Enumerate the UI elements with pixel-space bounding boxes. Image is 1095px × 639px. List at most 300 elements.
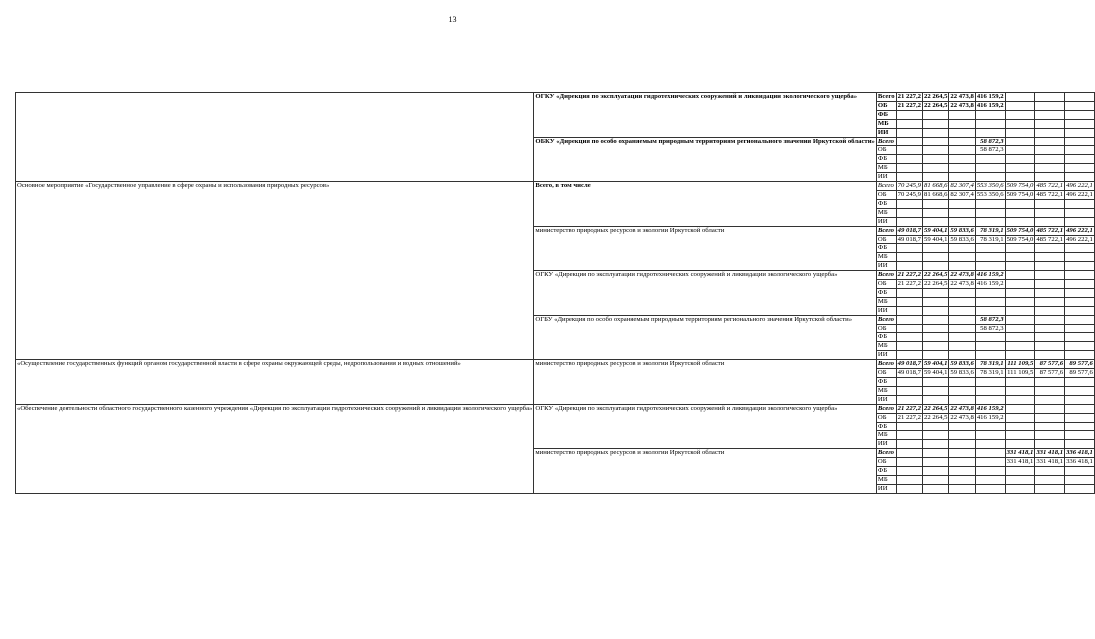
value-cell [949,110,975,119]
value-cell [975,484,1005,493]
value-cell [1065,119,1095,128]
funding-source-cell: ИИ [876,128,896,137]
value-cell [923,449,949,458]
value-cell [1035,413,1065,422]
value-cell [1035,119,1065,128]
table-row [16,404,1095,413]
value-cell [1005,431,1035,440]
value-cell [1005,288,1035,297]
value-cell: 416 159,2 [976,413,1004,421]
funding-source-cell: ИИ [876,306,896,315]
funding-source-cell: ФБ [876,333,896,342]
value-cell [1005,253,1035,262]
value-cell [923,164,949,173]
value-cell [896,297,922,306]
funding-source-cell: МБ [876,342,896,351]
value-cell: 509 754,0 [1006,235,1034,243]
value-cell: 416 159,2 [976,93,1004,100]
value-cell [923,155,949,164]
value-cell [896,440,922,449]
value-cell [1065,306,1095,315]
value-cell: 59 833,6 [950,235,974,243]
value-cell: 485 722,1 [1036,190,1064,198]
value-cell [896,217,922,226]
value-cell [923,333,949,342]
value-cell: 496 222,1 [1066,190,1093,198]
value-cell [1065,333,1095,342]
value-cell [896,342,922,351]
value-cell [1065,173,1095,182]
value-cell [1035,297,1065,306]
value-cell: 82 307,4 [950,190,974,198]
program-cell: «Осуществление государственных функций органом государственной власти в сфере охраны окружающей среды, недропользования и водных отношений» [16,360,534,405]
value-cell: 336 418,1 [1066,449,1093,457]
value-cell [975,431,1005,440]
funding-source-cell: Всего [876,137,896,146]
funding-source-cell: ФБ [876,467,896,476]
value-cell [896,155,922,164]
value-cell [949,475,975,484]
value-cell [1035,93,1065,102]
value-cell [949,378,975,387]
value-cell [896,244,922,253]
value-cell: 78 319,1 [975,226,1005,235]
value-cell: 22 264,5 [924,280,948,288]
value-cell [1035,253,1065,262]
value-cell [1065,440,1095,449]
value-cell [1005,217,1035,226]
value-cell [923,378,949,387]
value-cell: 22 264,5 [924,413,948,421]
value-cell [896,306,922,315]
value-cell: 331 418,1 [1036,458,1064,466]
value-cell: 59 833,6 [950,360,974,368]
value-cell: 22 473,8 [950,404,974,412]
value-cell: 22 473,8 [950,101,974,109]
value-cell [1065,262,1095,271]
funding-source-cell: ОБ [876,413,896,422]
value-cell [1035,128,1065,137]
value-cell [975,475,1005,484]
value-cell [1035,386,1065,395]
program-cell: Основное мероприятие «Государственное управление в сфере охраны и использования природных ресурсов» [16,182,534,360]
funding-source-cell: Всего [876,315,896,324]
funding-source-cell: МБ [876,119,896,128]
value-cell: 58 872,3 [975,324,1005,333]
value-cell [896,458,922,467]
value-cell [949,244,975,253]
value-cell [1065,431,1095,440]
value-cell: 22 264,5 [924,271,948,279]
value-cell [1035,315,1065,324]
executor-cell: ОГКУ «Дирекция по эксплуатации гидротехнических сооружений и ликвидации экологического ущерба» [534,404,877,449]
value-cell [1035,288,1065,297]
value-cell [1005,280,1035,289]
funding-source-cell: Всего [876,360,896,369]
value-cell [1035,467,1065,476]
value-cell [896,449,922,458]
value-cell [975,262,1005,271]
value-cell [896,378,922,387]
value-cell: 21 227,2 [897,413,922,421]
value-cell [1005,208,1035,217]
value-cell [975,440,1005,449]
value-cell [949,484,975,493]
funding-source-cell: Всего [876,226,896,235]
value-cell [896,110,922,119]
value-cell [1065,244,1095,253]
value-cell [1005,137,1035,146]
value-cell: 78 319,1 [975,235,1005,244]
value-cell [975,297,1005,306]
value-cell [949,262,975,271]
value-cell: 81 668,6 [924,190,948,198]
executor-cell: министерство природных ресурсов и экологии Иркутской области [534,226,877,271]
value-cell [1005,146,1035,155]
funding-source-cell: ОБ [876,101,896,110]
value-cell [1035,101,1065,110]
value-cell: 58 872,3 [975,137,1005,146]
value-cell [949,199,975,208]
funding-source-cell: ФБ [876,422,896,431]
value-cell [975,173,1005,182]
value-cell [1005,475,1035,484]
value-cell [1065,386,1095,395]
program-cell: «Обеспечение деятельности областного государственного казенного учреждения «Дирекция по эксплуатации гидротехнических сооружений и ликвидации экологического ущерба» [16,404,534,493]
value-cell [1035,199,1065,208]
funding-source-cell: ФБ [876,244,896,253]
value-cell: 416 159,2 [976,404,1004,412]
value-cell [975,208,1005,217]
value-cell: 22 473,8 [950,93,974,100]
value-cell [949,137,975,146]
value-cell [1065,413,1095,422]
value-cell [1065,395,1095,404]
value-cell [1005,467,1035,476]
value-cell [1035,306,1065,315]
funding-source-cell: ФБ [876,378,896,387]
executor-cell: ОГКУ «Дирекция по эксплуатации гидротехнических сооружений и ликвидации экологического ущерба» [534,271,877,316]
value-cell [1005,315,1035,324]
value-cell [1065,351,1095,360]
value-cell [1065,199,1095,208]
value-cell: 21 227,2 [897,404,922,412]
value-cell: 59 833,6 [950,369,974,377]
value-cell [896,386,922,395]
value-cell [923,386,949,395]
value-cell [923,306,949,315]
value-cell [923,315,949,324]
value-cell [1065,208,1095,217]
table-row [16,182,1095,191]
value-cell [975,467,1005,476]
value-cell [1005,395,1035,404]
executor-cell: Всего, в том числе [534,182,877,227]
value-cell [975,395,1005,404]
value-cell [975,253,1005,262]
value-cell [1035,217,1065,226]
value-cell [1065,324,1095,333]
value-cell: 21 227,2 [897,101,922,109]
value-cell [1005,484,1035,493]
value-cell [923,262,949,271]
value-cell [1005,297,1035,306]
value-cell [949,458,975,467]
value-cell: 331 418,1 [1006,458,1034,466]
value-cell: 485 722,1 [1036,235,1064,243]
value-cell [896,288,922,297]
funding-source-cell: ОБ [876,190,896,199]
value-cell: 81 668,6 [924,182,948,190]
value-cell [1035,110,1065,119]
value-cell [1065,422,1095,431]
executor-cell: ОБКУ «Дирекция по особо охраняемым природным территориям регионального значения Иркутской области» [534,137,877,182]
value-cell [1035,475,1065,484]
value-cell: 336 418,1 [1066,458,1093,466]
value-cell [923,484,949,493]
value-cell [1035,395,1065,404]
value-cell [949,324,975,333]
funding-source-cell: ФБ [876,155,896,164]
value-cell [923,137,949,146]
value-cell [1065,101,1095,110]
value-cell [923,431,949,440]
value-cell [1035,378,1065,387]
funding-source-cell: ИИ [876,395,896,404]
budget-table [15,92,1095,494]
value-cell: 22 473,8 [950,280,974,288]
value-cell [896,315,922,324]
value-cell [1035,208,1065,217]
value-cell [923,110,949,119]
value-cell: 59 404,1 [924,360,948,368]
value-cell: 21 227,2 [897,93,922,100]
value-cell [975,244,1005,253]
value-cell [1065,155,1095,164]
value-cell: 22 264,5 [924,93,948,100]
value-cell [896,208,922,217]
value-cell: 496 222,1 [1066,226,1093,234]
value-cell [1005,155,1035,164]
value-cell [949,217,975,226]
value-cell [949,128,975,137]
value-cell [923,119,949,128]
value-cell [1035,440,1065,449]
value-cell: 22 264,5 [924,404,948,412]
value-cell [1065,378,1095,387]
value-cell [923,253,949,262]
value-cell: 553 350,6 [976,182,1004,190]
value-cell [949,422,975,431]
value-cell [949,146,975,155]
value-cell [1005,244,1035,253]
value-cell [1065,342,1095,351]
value-cell [1005,199,1035,208]
value-cell [1065,315,1095,324]
funding-source-cell: ИИ [876,440,896,449]
value-cell [975,119,1005,128]
value-cell: 331 418,1 [1036,449,1064,457]
value-cell [949,164,975,173]
value-cell [896,146,922,155]
value-cell [896,324,922,333]
value-cell [975,422,1005,431]
value-cell [923,128,949,137]
value-cell: 416 159,2 [976,101,1004,109]
funding-source-cell: Всего [877,93,895,100]
value-cell [1065,146,1095,155]
value-cell: 509 754,0 [1006,226,1034,234]
value-cell [949,333,975,342]
funding-source-cell: ОБ [876,458,896,467]
value-cell [1005,324,1035,333]
funding-source-cell: МБ [876,208,896,217]
value-cell [896,422,922,431]
value-cell [975,164,1005,173]
value-cell [1005,93,1035,102]
value-cell [1035,164,1065,173]
value-cell [949,440,975,449]
value-cell: 509 754,0 [1006,182,1034,190]
funding-source-cell: ИИ [876,217,896,226]
value-cell [1035,146,1065,155]
funding-source-cell: МБ [876,386,896,395]
funding-source-cell: ФБ [876,110,896,119]
value-cell: 89 577,6 [1065,360,1095,369]
funding-source-cell: ОБ [876,146,896,155]
funding-source-cell: ИИ [876,173,896,182]
executor-cell: министерство природных ресурсов и экологии Иркутской области [534,449,877,494]
value-cell [1005,164,1035,173]
value-cell: 59 404,1 [924,235,948,243]
value-cell [896,262,922,271]
value-cell [1005,404,1035,413]
value-cell [1065,253,1095,262]
value-cell [975,378,1005,387]
value-cell [949,431,975,440]
value-cell [975,386,1005,395]
value-cell: 553 350,6 [976,190,1004,198]
value-cell [1065,137,1095,146]
value-cell [923,288,949,297]
value-cell [949,386,975,395]
value-cell [1065,280,1095,289]
value-cell [1035,342,1065,351]
value-cell [923,217,949,226]
value-cell [923,297,949,306]
value-cell [975,155,1005,164]
value-cell [1035,271,1065,280]
funding-source-cell: Всего [876,449,896,458]
value-cell: 49 018,7 [897,235,922,243]
value-cell [975,110,1005,119]
value-cell [923,422,949,431]
value-cell: 416 159,2 [976,280,1004,288]
page-number: 13 [448,15,457,24]
value-cell [896,351,922,360]
value-cell: 58 872,3 [975,146,1005,155]
value-cell [923,440,949,449]
executor-cell: ОГКУ «Дирекция по эксплуатации гидротехнических сооружений и ликвидации экологического ущерба» [534,93,877,138]
value-cell [975,306,1005,315]
value-cell [1065,128,1095,137]
value-cell [975,342,1005,351]
value-cell [949,315,975,324]
value-cell [1035,173,1065,182]
value-cell [896,173,922,182]
funding-source-cell: ФБ [876,199,896,208]
value-cell [896,119,922,128]
funding-source-cell: ОБ [876,280,896,289]
value-cell [1005,440,1035,449]
value-cell [949,342,975,351]
value-cell [1005,413,1035,422]
value-cell: 22 473,8 [950,271,974,279]
value-cell [949,119,975,128]
value-cell: 496 222,1 [1066,182,1093,190]
value-cell [949,173,975,182]
value-cell: 49 018,7 [897,369,922,377]
value-cell [1005,386,1035,395]
value-cell [1065,217,1095,226]
value-cell [1065,110,1095,119]
value-cell [923,395,949,404]
value-cell [896,164,922,173]
value-cell [1005,119,1035,128]
value-cell [1035,422,1065,431]
value-cell [975,199,1005,208]
value-cell: 58 872,3 [975,315,1005,324]
value-cell [896,467,922,476]
value-cell: 82 307,4 [950,182,974,190]
value-cell: 485 722,1 [1036,182,1064,190]
value-cell [1065,467,1095,476]
value-cell [1005,110,1035,119]
value-cell [1005,306,1035,315]
value-cell [1035,484,1065,493]
value-cell [896,128,922,137]
value-cell [1035,244,1065,253]
value-cell [949,467,975,476]
value-cell [1005,173,1035,182]
value-cell [923,458,949,467]
value-cell [1065,404,1095,413]
value-cell [1035,280,1065,289]
value-cell [975,217,1005,226]
value-cell [949,395,975,404]
value-cell [1005,342,1035,351]
funding-source-cell: МБ [876,431,896,440]
funding-source-cell: ИИ [876,484,896,493]
value-cell [975,128,1005,137]
value-cell [1005,128,1035,137]
value-cell: 49 018,7 [897,226,922,234]
value-cell [975,449,1005,458]
value-cell: 416 159,2 [976,271,1004,279]
value-cell [923,342,949,351]
funding-source-cell: Всего [876,182,896,191]
value-cell [896,431,922,440]
value-cell [1035,351,1065,360]
value-cell [949,253,975,262]
value-cell [896,333,922,342]
value-cell: 111 109,5 [1007,369,1034,377]
funding-source-cell: МБ [876,475,896,484]
value-cell: 21 227,2 [897,280,922,288]
value-cell [949,306,975,315]
value-cell [1005,271,1035,280]
value-cell [1035,137,1065,146]
